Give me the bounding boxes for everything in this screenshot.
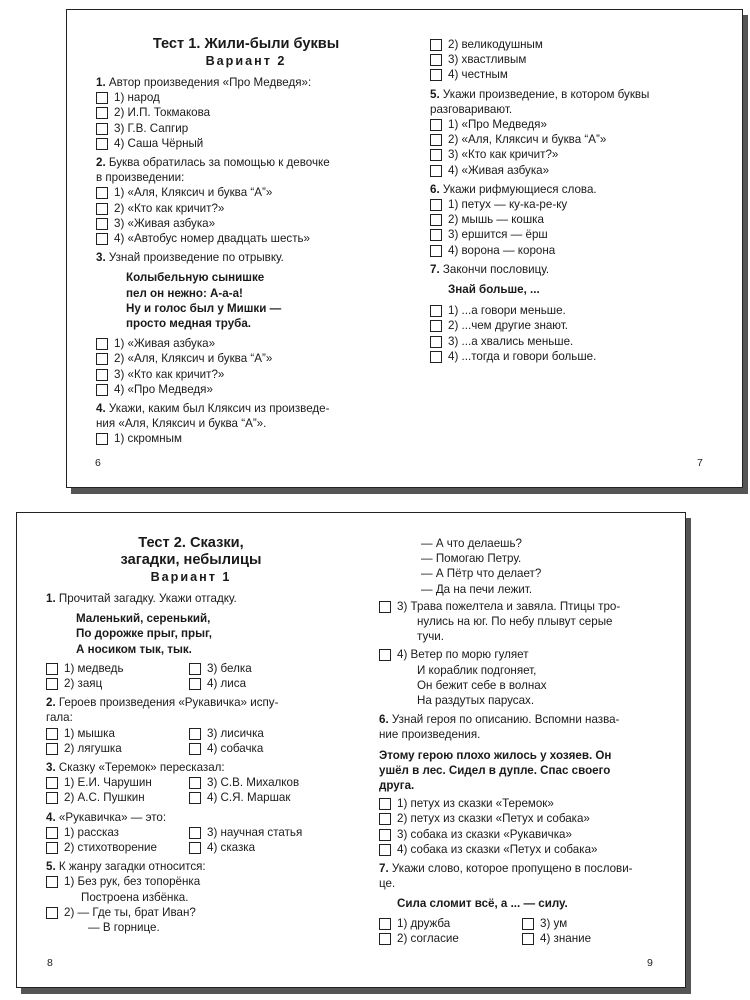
question-4: 4. Укажи, каким был Кляксич из произведе- ния «Аля, Кляксич и буква “А”». 1) скромным	[96, 401, 396, 447]
answer-option[interactable]: 1) медведь	[46, 661, 189, 676]
answer-option[interactable]: 2) «Аля, Кляксич и буква “А”»	[96, 351, 396, 366]
poem-line: Колыбельную сынишке	[126, 271, 265, 285]
page-spread-1	[66, 9, 743, 488]
answer-option[interactable]: 4) знание	[522, 931, 665, 946]
answer-option[interactable]: 1) петух из сказки «Теремок»	[379, 796, 674, 811]
answer-option[interactable]: 4) ...тогда и говори больше.	[430, 349, 730, 364]
answer-option[interactable]: 1) «Про Медведя»	[430, 117, 730, 132]
answer-option[interactable]: 4) «Живая азбука»	[430, 163, 730, 178]
page-number: 8	[47, 957, 53, 969]
answer-option[interactable]: 2) ...чем другие знают.	[430, 318, 730, 333]
checkbox[interactable]	[46, 876, 58, 888]
question-5: 5. К жанру загадки относится: 1) Без рук, без топорёнка Построена избёнка. 2) — Где ты, брат Иван? — В горнице.	[46, 859, 336, 935]
answer-option[interactable]: 3) лисичка	[189, 726, 332, 741]
page-6-column	[96, 36, 396, 447]
test-2-title-line-2: загадки, небылицы	[120, 552, 262, 568]
poem-line: пел он нежно: А-а-а!	[126, 286, 243, 300]
checkbox[interactable]	[430, 39, 442, 51]
checkbox[interactable]	[46, 728, 58, 740]
checkbox[interactable]	[96, 369, 108, 381]
question-4: 4. «Рукавичка» — это: 1) рассказ 3) научная статья 2) стихотворение 4) сказка	[46, 810, 336, 856]
page-7-column	[430, 37, 730, 364]
answer-option[interactable]: 4) честным	[430, 67, 730, 82]
answer-option[interactable]: 4) собачка	[189, 741, 332, 756]
answer-option[interactable]: 3) белка	[189, 661, 332, 676]
answer-option[interactable]: 3) хвастливым	[430, 52, 730, 67]
question-3: 3. Сказку «Теремок» пересказал: 1) Е.И. Чарушин 3) С.В. Михалков 2) А.С. Пушкин 4) С.Я. Маршак	[46, 760, 336, 806]
checkbox[interactable]	[96, 338, 108, 350]
checkbox[interactable]	[46, 743, 58, 755]
answer-option[interactable]: 2) «Аля, Кляксич и буква “А”»	[430, 132, 730, 147]
answer-option[interactable]: 1) Без рук, без топорёнка	[46, 874, 336, 889]
checkbox[interactable]	[96, 233, 108, 245]
answer-option[interactable]: 1) ...а говори меньше.	[430, 303, 730, 318]
answer-option[interactable]: 3) научная статья	[189, 825, 332, 840]
checkbox[interactable]	[430, 69, 442, 81]
checkbox[interactable]	[46, 792, 58, 804]
answer-option[interactable]: 2) И.П. Токмакова	[96, 105, 396, 120]
question-3: 3. Узнай произведение по отрывку. Колыбельную сынишке пел он нежно: А-а-а! Ну и голос был у Мишки — просто медная труба. 1) «Живая азбука» 2) «Аля, Кляксич и буква “А”» 3) «Кто как кричит?» 4) «Про Медведя»	[96, 250, 396, 397]
riddle-line: Маленький, серенький,	[76, 612, 211, 626]
checkbox[interactable]	[96, 123, 108, 135]
checkbox[interactable]	[189, 743, 201, 755]
page-spread-2	[16, 512, 686, 988]
checkbox[interactable]	[430, 199, 442, 211]
answer-option[interactable]: 4) «Про Медведя»	[96, 382, 396, 397]
checkbox[interactable]	[430, 134, 442, 146]
answer-option[interactable]: 4) лиса	[189, 676, 332, 691]
checkbox[interactable]	[430, 336, 442, 348]
answer-option[interactable]: 2) мышь — кошка	[430, 212, 730, 227]
answer-option[interactable]: 2) великодушным	[430, 37, 730, 52]
checkbox[interactable]	[46, 842, 58, 854]
description-text: Этому герою плохо жилось у хозяев. Он	[379, 748, 612, 762]
answer-option[interactable]: 1) «Аля, Кляксич и буква “А”»	[96, 185, 396, 200]
checkbox[interactable]	[96, 187, 108, 199]
question-5: 5. Укажи произведение, в котором буквы разговаривают. 1) «Про Медведя» 2) «Аля, Кляксич и буква “А”» 3) «Кто как кричит?» 4) «Живая азбука»	[430, 87, 730, 178]
answer-option[interactable]: 1) народ	[96, 90, 396, 105]
riddle-line: По дорожке прыг, прыг,	[76, 627, 213, 641]
answer-option[interactable]: 2) А.С. Пушкин	[46, 790, 189, 805]
checkbox[interactable]	[430, 214, 442, 226]
riddle-line: А носиком тык, тык.	[76, 642, 192, 656]
description-text: друга.	[379, 779, 415, 793]
checkbox[interactable]	[379, 649, 391, 661]
checkbox[interactable]	[46, 777, 58, 789]
checkbox[interactable]	[96, 353, 108, 365]
description-text: ушёл в лес. Сидел в дупле. Спас своего	[379, 763, 611, 777]
checkbox[interactable]	[96, 92, 108, 104]
answer-option[interactable]: 1) «Живая азбука»	[96, 336, 396, 351]
checkbox[interactable]	[379, 813, 391, 825]
test-1-variant: Вариант 2	[205, 54, 287, 68]
checkbox[interactable]	[189, 842, 201, 854]
answer-option[interactable]: 4) ворона — корона	[430, 243, 730, 258]
page-number: 7	[697, 457, 703, 469]
checkbox[interactable]	[96, 218, 108, 230]
checkbox[interactable]	[46, 663, 58, 675]
checkbox[interactable]	[522, 933, 534, 945]
checkbox[interactable]	[189, 728, 201, 740]
answer-option[interactable]: 3) Трава пожелтела и завяла. Птицы тро-	[379, 599, 674, 614]
checkbox[interactable]	[189, 792, 201, 804]
checkbox[interactable]	[46, 907, 58, 919]
proverb-text: Знай больше, ...	[448, 283, 540, 297]
checkbox[interactable]	[96, 107, 108, 119]
checkbox[interactable]	[522, 918, 534, 930]
page-number: 6	[95, 457, 101, 469]
answer-option[interactable]: 2) — Где ты, брат Иван?	[46, 905, 336, 920]
question-7: 7. Укажи слово, которое пропущено в послови- це. Сила сломит всё, а ... — силу. 1) дружба 3) ум 2) согласие 4) знание	[379, 861, 674, 946]
answer-option[interactable]: 3) собака из сказки «Рукавичка»	[379, 827, 674, 842]
question-1: 1. Прочитай загадку. Укажи отгадку. Маленький, серенький, По дорожке прыг, прыг, А носиком тык, тык. 1) медведь 3) белка 2) заяц 4) лиса	[46, 591, 336, 691]
checkbox[interactable]	[379, 829, 391, 841]
checkbox[interactable]	[189, 678, 201, 690]
checkbox[interactable]	[96, 203, 108, 215]
answer-option[interactable]: 1) Е.И. Чарушин	[46, 775, 189, 790]
poem-line: Ну и голос был у Мишки —	[126, 301, 282, 315]
checkbox[interactable]	[46, 678, 58, 690]
answer-option[interactable]: 1) скромным	[96, 431, 396, 446]
answer-option[interactable]: 2) согласие	[379, 931, 522, 946]
checkbox[interactable]	[430, 165, 442, 177]
checkbox[interactable]	[430, 229, 442, 241]
answer-option[interactable]: 3) ум	[522, 916, 665, 931]
checkbox[interactable]	[189, 663, 201, 675]
answer-option[interactable]: 4) собака из сказки «Петух и собака»	[379, 842, 674, 857]
answer-option[interactable]: 3) С.В. Михалков	[189, 775, 332, 790]
checkbox[interactable]	[430, 149, 442, 161]
checkbox[interactable]	[430, 320, 442, 332]
page-8-column	[46, 535, 336, 935]
answer-option[interactable]: 3) Г.В. Сапгир	[96, 121, 396, 136]
checkbox[interactable]	[430, 245, 442, 257]
answer-option[interactable]: 4) С.Я. Маршак	[189, 790, 332, 805]
answer-option[interactable]: 2) петух из сказки «Петух и собака»	[379, 811, 674, 826]
proverb-text: Сила сломит всё, а ... — силу.	[397, 897, 568, 911]
answer-option[interactable]: 3) ершится — ёрш	[430, 227, 730, 242]
answer-option[interactable]: 3) ...а хвались меньше.	[430, 334, 730, 349]
answer-option[interactable]: 1) рассказ	[46, 825, 189, 840]
test-1-title: Тест 1. Жили-были буквы	[152, 36, 340, 52]
page-9-column: — А что делаешь? — Помогаю Петру. — А Пётр что делает? — Да на печи лежит. 3) Трава пожелтела и завяла. Птицы тро- нулись на юг. По небу плывут серые тучи. 4) Ветер по морю гуляет И кораблик подгоняет, Он бежит себе в волнах На раздутых парусах. 6. Узнай героя по описанию. Вспомни назва- ние произведения. Этому герою плохо жилось у хозяев. Он ушёл в лес. Сидел в дупле. Спас своего друга. 1) петух из сказки «Теремок» 2) петух из сказки «Петух и собака» 3) собака из сказки «Рукавичка» 4) собака из сказки «Петух и собака» 7. Укажи слово, которое пропущено в послови- це. Сила сломит всё, а ... — силу. 1) дружба 3) ум 2) согласие 4) знание	[379, 536, 674, 946]
question-7: 7. Закончи пословицу. Знай больше, ... 1) ...а говори меньше. 2) ...чем другие знают. 3) ...а хвались меньше. 4) ...тогда и говори больше.	[430, 262, 730, 364]
answer-option[interactable]: 2) стихотворение	[46, 840, 189, 855]
answer-option[interactable]: 2) лягушка	[46, 741, 189, 756]
checkbox[interactable]	[379, 798, 391, 810]
checkbox[interactable]	[430, 119, 442, 131]
answer-option[interactable]: 4) Ветер по морю гуляет	[379, 647, 674, 662]
checkbox[interactable]	[430, 54, 442, 66]
answer-option[interactable]: 3) «Кто как кричит?»	[96, 367, 396, 382]
test-2-variant: Вариант 1	[150, 570, 232, 584]
answer-option[interactable]: 1) мышка	[46, 726, 189, 741]
question-6: 6. Укажи рифмующиеся слова. 1) петух — ку-ка-ре-ку 2) мышь — кошка 3) ершится — ёрш 4) ворона — корона	[430, 182, 730, 258]
checkbox[interactable]	[46, 827, 58, 839]
answer-option[interactable]: 3) «Кто как кричит?»	[430, 147, 730, 162]
answer-option[interactable]: 4) сказка	[189, 840, 332, 855]
test-2-title-line-1: Тест 2. Сказки,	[138, 535, 244, 551]
question-6: 6. Узнай героя по описанию. Вспомни назва- ние произведения. Этому герою плохо жилось у хозяев. Он ушёл в лес. Сидел в дупле. Спас своего друга. 1) петух из сказки «Теремок» 2) петух из сказки «Петух и собака» 3) собака из сказки «Рукавичка» 4) собака из сказки «Петух и собака»	[379, 712, 674, 857]
answer-option[interactable]: 4) Саша Чёрный	[96, 136, 396, 151]
poem-line: просто медная труба.	[126, 317, 251, 331]
checkbox[interactable]	[430, 305, 442, 317]
answer-option[interactable]: 4) «Автобус номер двадцать шесть»	[96, 231, 396, 246]
question-1: 1. Автор произведения «Про Медведя»: 1) народ 2) И.П. Токмакова 3) Г.В. Сапгир 4) Саша Чёрный	[96, 75, 396, 151]
answer-option[interactable]: 3) «Живая азбука»	[96, 216, 396, 231]
checkbox[interactable]	[379, 918, 391, 930]
page-number: 9	[647, 957, 653, 969]
checkbox[interactable]	[189, 827, 201, 839]
question-2: 2. Героев произведения «Рукавичка» испу- гала: 1) мышка 3) лисичка 2) лягушка 4) собачка	[46, 695, 336, 756]
checkbox[interactable]	[379, 844, 391, 856]
question-2: 2. Буква обратилась за помощью к девочке в произведении: 1) «Аля, Кляксич и буква “А”» 2) «Кто как кричит?» 3) «Живая азбука» 4) «Автобус номер двадцать шесть»	[96, 155, 396, 246]
answer-option[interactable]: 1) дружба	[379, 916, 522, 931]
answer-option[interactable]: 1) петух — ку-ка-ре-ку	[430, 197, 730, 212]
answer-option[interactable]: 2) «Кто как кричит?»	[96, 201, 396, 216]
checkbox[interactable]	[379, 601, 391, 613]
checkbox[interactable]	[189, 777, 201, 789]
checkbox[interactable]	[430, 351, 442, 363]
checkbox[interactable]	[379, 933, 391, 945]
checkbox[interactable]	[96, 138, 108, 150]
checkbox[interactable]	[96, 384, 108, 396]
checkbox[interactable]	[96, 433, 108, 445]
answer-option[interactable]: 2) заяц	[46, 676, 189, 691]
